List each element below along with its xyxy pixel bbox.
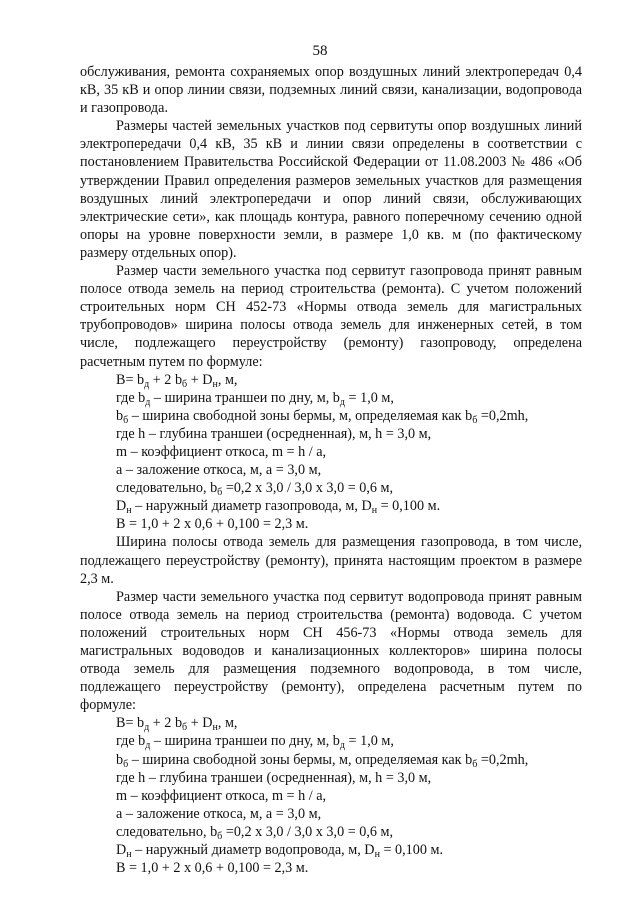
formula-line: $D_н$ – наружный диаметр газопровода, м, $D_н = 0,100$ м. xyxy=(116,498,441,517)
formula-line: а – заложение откоса, м, а = 3,0 м, xyxy=(116,805,322,822)
formula-line: $B= b_д + 2$ $b_б + D_н$, м, xyxy=(116,715,238,734)
paragraph-intro-continuation: обслуживания, ремонта сохраняемых опор воздушных линий электропередач 0,4 кВ, 35 кВ и опор линии связи, подземных линий связи, канализации, водопровода и газопровода. xyxy=(80,64,582,117)
formula-line: где h – глубина траншеи (осредненная), м, h = 3,0 м, xyxy=(116,425,432,442)
paragraph-gas-pipeline-easement: Размер части земельного участка под сервитут газопровода принят равным полосе отвода земель на период строительства (ремонта). С учетом положений строительных норм СН 452-73 «Нормы отвода земель для магистральных трубопроводов» ширина полосы отвода земель для инженерных сетей, в том числе, подлежащего переустройству (ремонту) газопроводу, определена расчетным путем по формуле: xyxy=(80,263,582,370)
water-formula-block xyxy=(80,714,582,877)
paragraph-gas-width-result: Ширина полосы отвода земель для размещения газопровода, в том числе, подлежащего переустройству (ремонту), принята настоящим проектом в размере 2,3 м. xyxy=(80,534,582,587)
formula-line: где h – глубина траншеи (осредненная), м, h = 3,0 м, xyxy=(116,769,432,786)
paragraph-power-line-easements: Размеры частей земельных участков под сервитуты опор воздушных линий электропередачи 0,4 кВ, 35 кВ и линии связи определены в соответствии с постановлением Правительства Российской Федерации от 11.08.2003 № 486 «Об утверждении Правил определения размеров земельных участков для размещения воздушных линий электропередачи и опор линий связи, обслуживающих электрические сети», как площадь контура, равного поперечному сечению одной опоры на уровне поверхности земли, в размере 1,0 кв. м (по фактическому размеру отдельных опор). xyxy=(80,118,582,261)
page-body xyxy=(80,63,582,877)
formula-line: m – коэффициент откоса, m = h / a, xyxy=(116,443,327,460)
formula-result: B = 1,0 + 2 х 0,6 + 0,100 = 2,3 м. xyxy=(116,516,309,533)
formula-line: следовательно, $b_б =0,2$ х 3,0 / 3,0 х 3,0 = 0,6 м, xyxy=(116,480,394,499)
formula-line: где $b_д$ – ширина траншеи по дну, м, $b_д = 1,0$ м, xyxy=(116,389,394,408)
gas-formula-block xyxy=(80,371,582,534)
formula-line: $b_б$ – ширина свободной зоны бермы, м, определяемая как $b_б =0,2mh$, xyxy=(116,751,529,770)
formula-line: $D_н$ – наружный диаметр водопровода, м, $D_н = 0,100$ м. xyxy=(116,842,444,861)
page-number: 58 xyxy=(312,43,328,59)
formula-line: $b_б$ – ширина свободной зоны бермы, м, определяемая как $b_б =0,2mh$, xyxy=(116,407,529,426)
formula-line: $B= b_д + 2$ $b_б + D_н$, м, xyxy=(116,371,238,390)
formula-line: а – заложение откоса, м, а = 3,0 м, xyxy=(116,462,322,479)
paragraph-water-pipeline-easement: Размер части земельного участка под сервитут водопровода принят равным полосе отвода земель на период строительства (ремонта) водовода. С учетом положений строительных норм СН 456-73 «Нормы отвода земель для магистральных водоводов и канализационных коллекторов» ширина полосы отвода земель для размещения подземного водопровода, в том числе, подлежащего переустройству (ремонту), определена расчетным путем по формуле: xyxy=(80,588,582,714)
formula-result: B = 1,0 + 2 х 0,6 + 0,100 = 2,3 м. xyxy=(116,860,309,877)
formula-line: где $b_д$ – ширина траншеи по дну, м, $b_д = 1,0$ м, xyxy=(116,733,394,752)
formula-line: m – коэффициент откоса, m = h / a, xyxy=(116,787,327,804)
formula-line: следовательно, $b_б =0,2$ х 3,0 / 3,0 х 3,0 = 0,6 м, xyxy=(116,823,394,842)
